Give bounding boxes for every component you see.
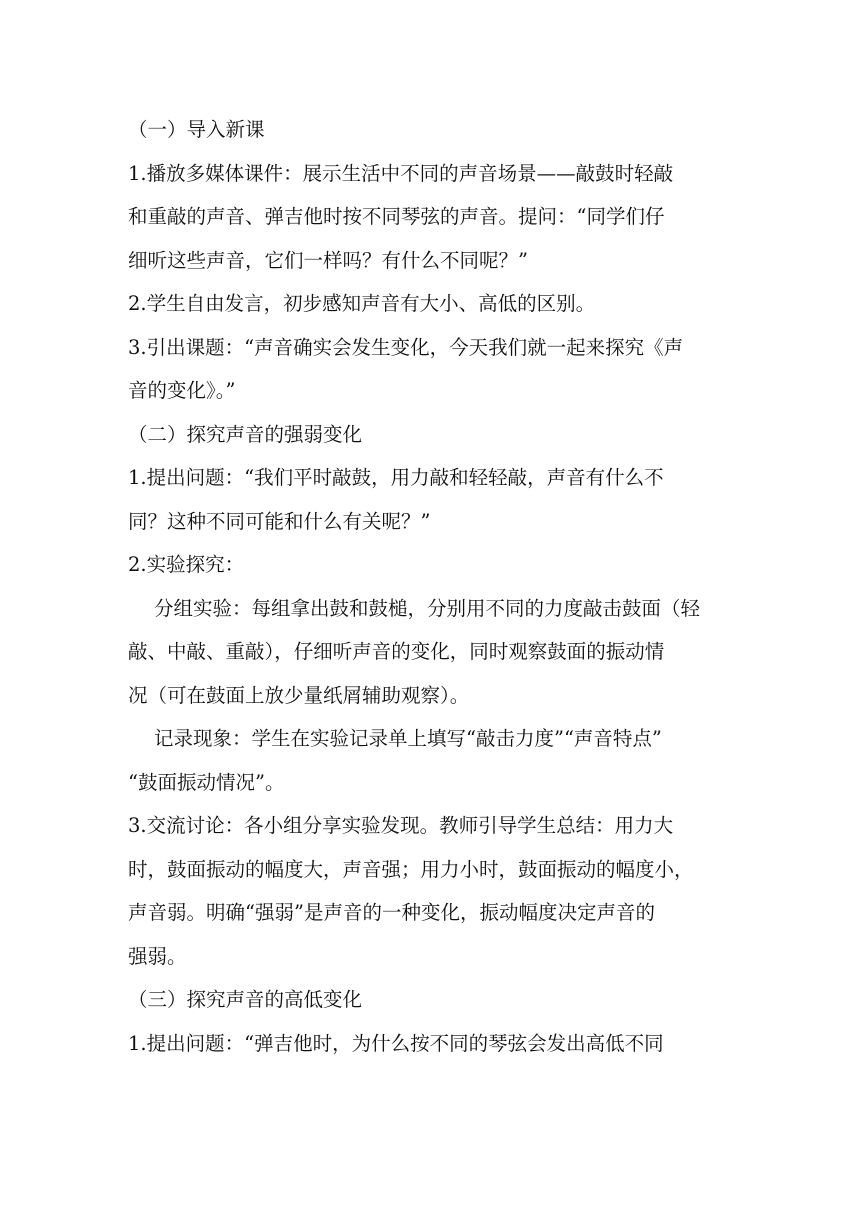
paragraph-line: 同？这种不同可能和什么有关呢？” <box>128 509 431 533</box>
paragraph-line: “鼓面振动情况”。 <box>128 770 285 794</box>
section-heading-pitch: （三）探究声音的高低变化 <box>128 988 363 1011</box>
paragraph-line: 3.交流讨论：各小组分享实验发现。教师引导学生总结：用力大 <box>128 814 674 837</box>
section-heading-intro: （一）导入新课 <box>128 118 265 141</box>
paragraph-line: 和重敲的声音、弹吉他时按不同琴弦的声音。提问：“同学们仔 <box>128 205 665 228</box>
paragraph-line: 况（可在鼓面上放少量纸屑辅助观察）。 <box>128 683 470 707</box>
paragraph-line: 1.提出问题：“弹吉他时，为什么按不同的琴弦会发出高低不同 <box>128 1031 664 1055</box>
paragraph-line: 强弱。 <box>128 944 187 968</box>
paragraph-line: 音的变化》。” <box>128 379 236 402</box>
paragraph-line: 1.提出问题：“我们平时敲鼓，用力敲和轻轻敲，声音有什么不 <box>128 466 664 489</box>
paragraph-line: 3.引出课题：“声音确实会发生变化，今天我们就一起来探究《声 <box>128 335 684 359</box>
paragraph-line: 1.播放多媒体课件：展示生活中不同的声音场景——敲鼓时轻敲 <box>128 161 674 185</box>
paragraph-line-indented: 记录现象：学生在实验记录单上填写“敲击力度”“声音特点” <box>154 727 662 750</box>
document-body <box>128 108 738 1065</box>
paragraph-line: 声音弱。明确“强弱”是声音的一种变化，振动幅度决定声音的 <box>128 901 655 924</box>
section-heading-loudness: （二）探究声音的强弱变化 <box>128 422 363 446</box>
paragraph-line: 细听这些声音，它们一样吗？有什么不同呢？” <box>128 248 528 272</box>
paragraph-line: 2.实验探究： <box>128 553 245 576</box>
paragraph-line-indented: 分组实验：每组拿出鼓和鼓槌，分别用不同的力度敲击鼓面（轻 <box>154 596 701 620</box>
paragraph-line: 2.学生自由发言，初步感知声音有大小、高低的区别。 <box>128 292 596 315</box>
paragraph-line: 时，鼓面振动的幅度大，声音强；用力小时，鼓面振动的幅度小， <box>128 857 694 881</box>
paragraph-line: 敲、中敲、重敲），仔细听声音的变化，同时观察鼓面的振动情 <box>128 640 665 663</box>
